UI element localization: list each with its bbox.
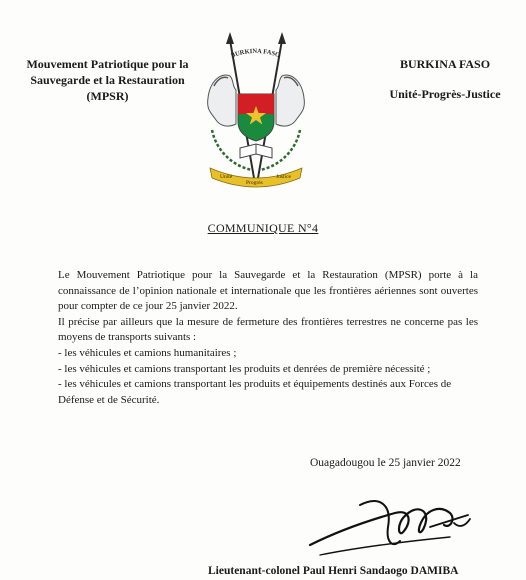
place-and-date: Ouagadougou le 25 janvier 2022 (310, 457, 461, 469)
country-header (375, 56, 515, 102)
issuing-organization (20, 56, 195, 104)
emblem-top-text: BURKINA FASO (230, 47, 281, 60)
country-name: BURKINA FASO (399, 57, 491, 71)
organization-line-2: Sauvegarde et la Restauration (30, 73, 185, 87)
signatory-name: Lieutenant-colonel Paul Henri Sandaogo DAMIBA (208, 565, 459, 577)
organization-line-3: (MPSR) (86, 89, 129, 103)
exempt-item-1: - les véhicules et camions humanitaires ; (58, 346, 237, 359)
handwritten-signature (300, 475, 485, 570)
national-motto: Unité-Progrès-Justice (389, 87, 501, 101)
body-paragraph-2: Il précise par ailleurs que la mesure de fermeture des frontières terrestres ne concerne pas les moyens de transports suivants : (58, 315, 478, 344)
coat-of-arms-emblem (196, 28, 316, 188)
exempt-item-3: - les véhicules et camions transportant les produits et équipements destinés aux Forces de Défense et de Sécurité. (58, 378, 452, 406)
ribbon-word-1: Unité (220, 174, 233, 180)
body-paragraph-1: Le Mouvement Patriotique pour la Sauvegarde et la Restauration (MPSR) porte à la connaissance de l’opinion nationale et internationale que les frontières aériennes sont ouvertes pour compter de ce jour 25 janvier 2022. (58, 269, 478, 313)
ribbon-word-2: Progrès (246, 180, 263, 186)
communique-body (58, 268, 478, 408)
exempt-item-2: - les véhicules et camions transportant les produits et denrées de première nécessité ; (58, 362, 431, 375)
ribbon-word-3: Justice (276, 174, 291, 180)
svg-text:BURKINA FASO (230, 48, 281, 60)
communique-title: COMMUNIQUE N°4 (207, 221, 319, 235)
organization-line-1: Mouvement Patriotique pour la (26, 57, 189, 71)
